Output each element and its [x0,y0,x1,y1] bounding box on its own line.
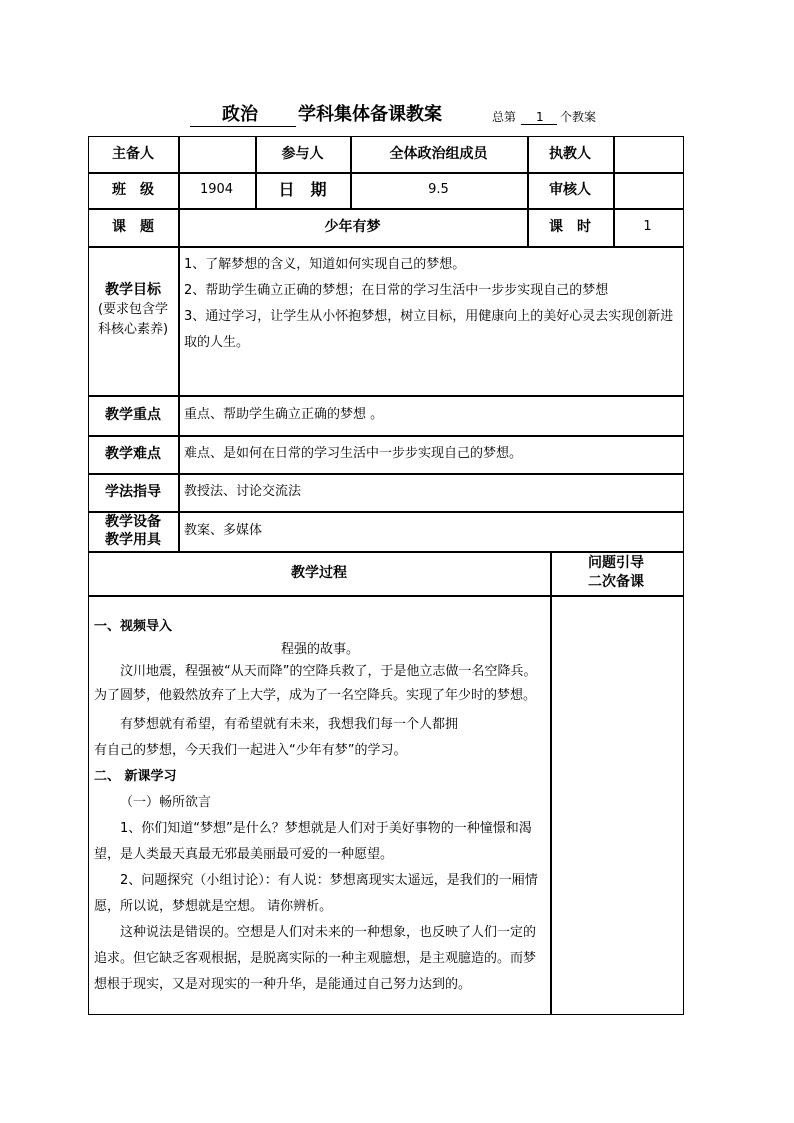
periods-value: 1 [643,219,652,234]
class-label: 班 级 [112,182,154,198]
topic-value: 少年有梦 [324,219,381,235]
side-header-guide: 问题引导 [588,555,644,571]
process-header: 教学过程 [291,565,347,581]
equipment-label-1: 教学设备 [105,514,161,530]
difficulties-value: 难点、是如何在日常的学习生活中一步步实现自己的梦想。 [184,446,523,461]
method-value: 教授法、讨论交流法 [184,484,302,499]
teacher-label: 执教人 [549,146,591,162]
transition-line-2: 有自己的梦想，今天我们一起进入“少年有梦”的学习。 [94,743,407,758]
transition-line-1: 有梦想就有希望，有希望就有未来，我想我们每一个人都拥 [120,717,459,732]
difficulties-label: 教学难点 [105,446,161,462]
side-notes-cell [550,595,684,1015]
goals-label [94,280,172,340]
lesson-count-number: 1 [536,110,544,124]
story-text: 汶川地震，程强被“从天而降”的空降兵救了，于是他立志做一名空降兵。为了圆梦，他毅然放弃了上大学，成为了一名空降兵。实现了年少时的梦想。 [94,664,537,703]
equipment-label-2: 教学用具 [105,532,161,548]
goal-item-3: 3、通过学习，让学生从小怀抱梦想，树立目标，用健康向上的美好心灵去实现创新进取的人生。 [184,309,674,350]
preparer-label: 主备人 [112,146,154,162]
title-subject: 政治 [222,104,258,125]
goals-list [184,252,678,356]
date-label: 日 期 [278,180,327,199]
key-points-label: 教学重点 [105,407,161,423]
periods-label: 课 时 [549,219,591,235]
key-points-value: 重点、帮助学生确立正确的梦想 。 [184,407,384,422]
class-value: 1904 [199,182,234,197]
goals-label-main: 教学目标 [105,282,161,298]
method-label: 学法指导 [105,484,161,500]
section-1-title: 一、视频导入 [94,619,173,634]
teacher-value [613,136,682,172]
side-header-revision: 二次备课 [588,574,644,590]
lesson-count-suffix: 个教案 [560,110,597,124]
date-value: 9.5 [428,182,449,197]
reviewer-label: 审核人 [549,182,591,198]
process-content [94,614,546,998]
document-title [0,104,794,130]
participants-value: 全体政治组成员 [389,146,488,162]
goal-item-1: 1、了解梦想的含义，知道如何实现自己的梦想。 [184,257,466,272]
lesson-count-prefix: 总第 [492,110,517,124]
question-1: 1、你们知道“梦想”是什么？梦想就是人们对于美好事物的一种憧憬和渴望，是人类最天真最无邪最美丽最可爱的一种愿望。 [94,821,532,862]
preparer-value [178,136,255,172]
section-2-title: 二、 新课学习 [94,769,177,784]
equipment-value: 教案、多媒体 [184,523,263,538]
side-header [550,551,682,595]
title-main: 学科集体备课教案 [298,104,442,125]
goal-item-2: 2、帮助学生确立正确的梦想；在日常的学习生活中一步步实现自己的梦想 [184,283,609,298]
answer-text: 这种说法是错误的。空想是人们对未来的一种想象，也反映了人们一定的追求。但它缺乏客观根据，是脱离实际的一种主观臆想，是主观臆造的。而梦想根于现实，又是对现实的一种升华，是能通过自己努力达到的。 [94,925,537,992]
story-title: 程强的故事。 [280,642,359,657]
subsection-1-title: （一）畅所欲言 [120,795,212,810]
question-2: 2、问题探究（小组讨论）：有人说：梦想离现实太遥远，是我们的一厢情愿，所以说，梦想就是空想。 请你辨析。 [94,873,538,914]
equipment-label [88,511,178,551]
topic-label: 课 题 [112,219,154,235]
goals-label-sub: (要求包含学科核心素养) [97,302,169,337]
participants-label: 参与人 [281,146,324,162]
reviewer-value [613,172,682,208]
